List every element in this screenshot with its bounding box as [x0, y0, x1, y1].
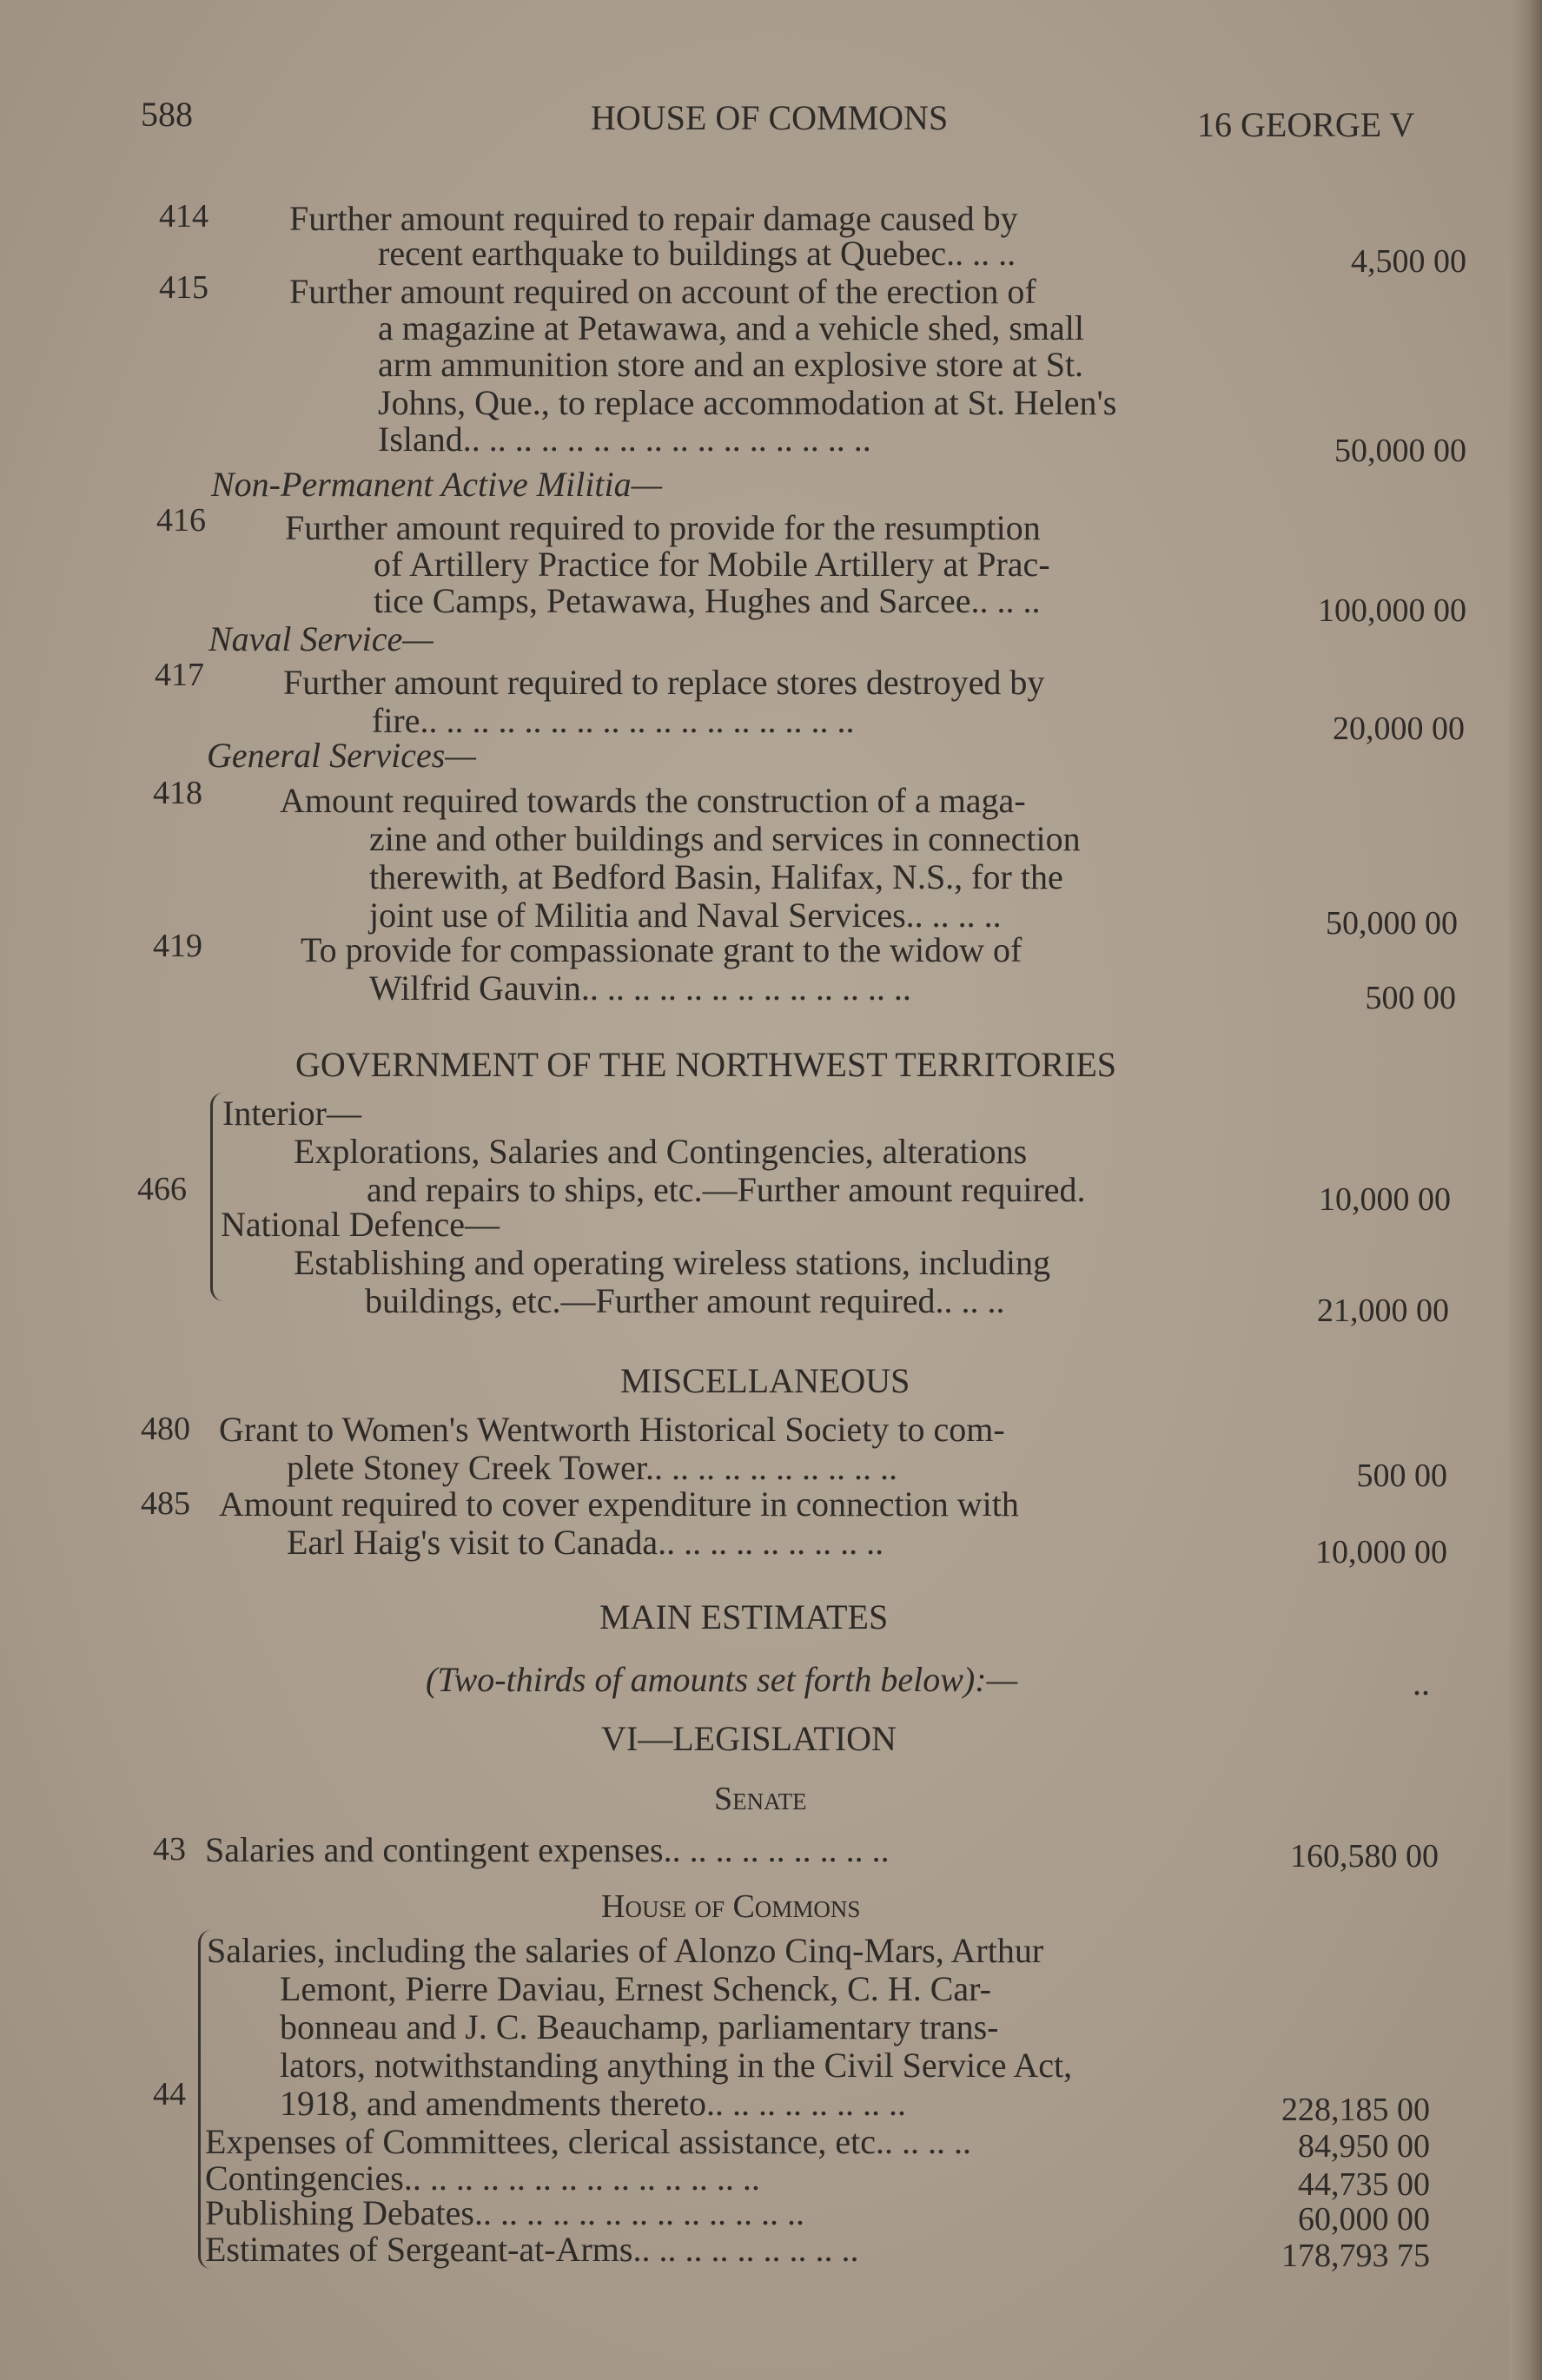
amount: 60,000 00 — [1298, 2201, 1430, 2238]
item-text: Expenses of Committees, clerical assistance, etc.. .. .. .. — [205, 2122, 971, 2161]
item-text: Salaries, including the salaries of Alonzo Cinq-Mars, Arthur — [207, 1931, 1044, 1970]
item-text: Further amount required on account of the erection of — [289, 272, 1036, 311]
item-number: 418 — [153, 775, 202, 811]
item-number: 415 — [159, 269, 208, 306]
item-text: lators, notwithstanding anything in the Civil Service Act, — [280, 2046, 1073, 2085]
item-text: Further amount required to provide for the resumption — [285, 508, 1041, 547]
section-note: (Two-thirds of amounts set forth below):— — [426, 1660, 1018, 1699]
item-text: Contingencies.. .. .. .. .. .. .. .. .. .. .. .. .. .. — [205, 2159, 760, 2198]
amount: 100,000 00 — [1318, 592, 1466, 629]
page-edge — [1509, 0, 1542, 2380]
item-text: recent earthquake to buildings at Quebec.. .. .. — [378, 234, 1016, 273]
amount: 10,000 00 — [1319, 1181, 1451, 1218]
regnal-year: 16 GEORGE V — [1197, 105, 1415, 144]
section-subheading: General Services— — [207, 736, 476, 775]
item-text: Lemont, Pierre Daviau, Ernest Schenck, C. H. Car- — [280, 1969, 991, 2008]
amount: 50,000 00 — [1334, 433, 1466, 469]
item-text: arm ammunition store and an explosive store at St. — [378, 345, 1084, 384]
amount: 500 00 — [1365, 980, 1456, 1016]
amount: 500 00 — [1356, 1458, 1447, 1494]
item-text: plete Stoney Creek Tower.. .. .. .. .. .. .. .. .. .. — [287, 1448, 898, 1487]
item-text: Grant to Women's Wentworth Historical Society to com- — [219, 1410, 1005, 1449]
amount: 228,185 00 — [1281, 2092, 1430, 2128]
section-subheading: Senate — [714, 1781, 807, 1817]
item-number: 480 — [141, 1411, 190, 1447]
item-text: Further amount required to repair damage caused by — [289, 199, 1018, 238]
section-subheading: House of Commons — [601, 1888, 861, 1925]
leader-dots: .. — [1413, 1663, 1430, 1702]
amount: 178,793 75 — [1281, 2238, 1430, 2274]
item-text: To provide for compassionate grant to the widow of — [301, 930, 1022, 969]
amount: 84,950 00 — [1298, 2128, 1430, 2165]
amount: 10,000 00 — [1315, 1534, 1447, 1570]
amount: 44,735 00 — [1298, 2166, 1430, 2203]
section-heading: GOVERNMENT OF THE NORTHWEST TERRITORIES — [295, 1045, 1117, 1084]
item-text: buildings, etc.—Further amount required.. .. .. — [365, 1281, 1005, 1320]
item-number: 44 — [153, 2076, 186, 2112]
item-text: Publishing Debates.. .. .. .. .. .. .. .. .. .. .. .. .. — [205, 2193, 804, 2232]
amount: 160,580 00 — [1290, 1838, 1439, 1874]
item-text: fire.. .. .. .. .. .. .. .. .. .. .. .. .. .. .. .. .. — [372, 701, 855, 740]
item-text: a magazine at Petawawa, and a vehicle shed, small — [378, 308, 1084, 347]
item-number: 419 — [153, 928, 202, 964]
item-text: 1918, and amendments thereto.. .. .. .. .. .. .. .. — [280, 2084, 906, 2123]
section-heading: VI—LEGISLATION — [601, 1719, 897, 1758]
item-text: Earl Haig's visit to Canada.. .. .. .. .. .. .. .. .. — [287, 1523, 884, 1562]
item-text: Further amount required to replace stores destroyed by — [283, 663, 1045, 702]
item-text: joint use of Militia and Naval Services.. .. .. .. — [369, 896, 1002, 935]
brace-bracket — [210, 1093, 223, 1301]
amount: 4,500 00 — [1351, 243, 1466, 280]
item-text: Amount required towards the construction of a maga- — [280, 781, 1026, 820]
section-subheading: Interior— — [222, 1094, 361, 1133]
amount: 50,000 00 — [1326, 905, 1458, 942]
item-number: 485 — [141, 1485, 190, 1522]
item-number: 414 — [159, 198, 208, 235]
section-heading: MISCELLANEOUS — [620, 1361, 910, 1400]
item-number: 417 — [155, 657, 204, 693]
item-text: Island.. .. .. .. .. .. .. .. .. .. .. .. .. .. .. .. — [378, 420, 871, 459]
item-text: of Artillery Practice for Mobile Artillery at Prac- — [374, 545, 1050, 584]
item-text: Salaries and contingent expenses.. .. .. .. .. .. .. .. .. — [205, 1830, 890, 1869]
running-title: HOUSE OF COMMONS — [591, 98, 949, 137]
section-subheading: National Defence— — [221, 1205, 500, 1244]
page-number: 588 — [141, 95, 193, 134]
item-text: Explorations, Salaries and Contingencies, alterations — [294, 1132, 1028, 1171]
item-text: bonneau and J. C. Beauchamp, parliamentary trans- — [280, 2007, 999, 2046]
section-heading: MAIN ESTIMATES — [599, 1597, 889, 1636]
item-text: therewith, at Bedford Basin, Halifax, N.S., for the — [369, 857, 1063, 896]
item-text: Amount required to cover expenditure in connection with — [219, 1484, 1019, 1524]
item-text: Estimates of Sergeant-at-Arms.. .. .. .. .. .. .. .. .. — [205, 2230, 859, 2269]
item-number: 466 — [137, 1171, 187, 1207]
item-text: tice Camps, Petawawa, Hughes and Sarcee.. .. .. — [374, 581, 1041, 620]
item-number: 43 — [153, 1831, 186, 1868]
item-number: 416 — [156, 502, 206, 539]
section-subheading: Non-Permanent Active Militia— — [211, 465, 663, 504]
amount: 20,000 00 — [1333, 711, 1465, 747]
item-text: Wilfrid Gauvin.. .. .. .. .. .. .. .. .. .. .. .. .. — [369, 969, 911, 1008]
amount: 21,000 00 — [1317, 1292, 1449, 1329]
item-text: zine and other buildings and services in connection — [369, 819, 1081, 858]
item-text: and repairs to ships, etc.—Further amount required. — [367, 1170, 1086, 1209]
item-text: Establishing and operating wireless stations, including — [294, 1243, 1050, 1282]
item-text: Johns, Que., to replace accommodation at St. Helen's — [378, 383, 1117, 422]
section-subheading: Naval Service— — [208, 619, 433, 658]
